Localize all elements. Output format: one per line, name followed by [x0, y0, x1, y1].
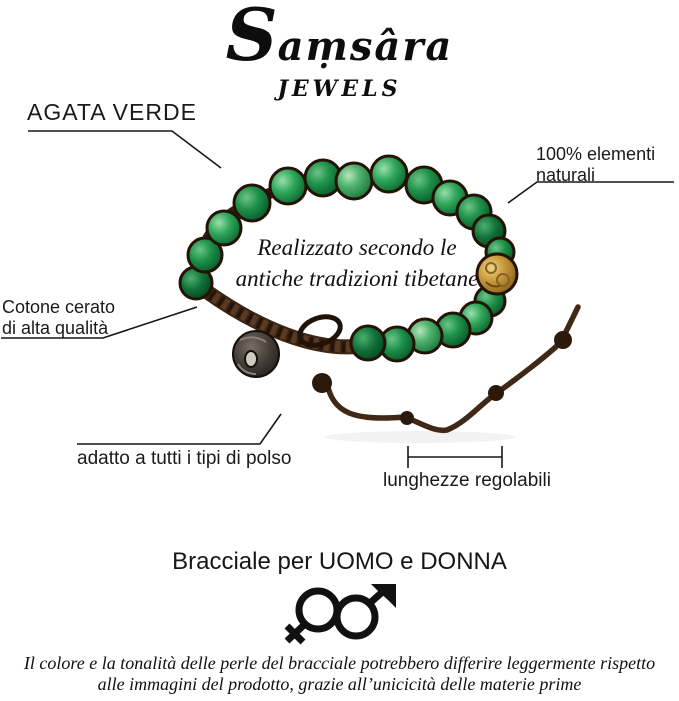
callout-natural	[536, 144, 655, 186]
male-symbol-icon	[337, 584, 396, 636]
disclaimer-text	[0, 653, 679, 695]
cord-knot	[488, 385, 504, 401]
disclaimer-line1: Il colore e la tonalità delle perle del bracciale potrebbero differire leggermente rispetto	[23, 653, 656, 673]
length-bracket-icon	[408, 446, 502, 468]
callout-natural-line2: naturali	[536, 165, 596, 185]
callout-cotton	[2, 297, 115, 339]
callout-length: lunghezze regolabili	[383, 470, 551, 491]
brand-name: Saṃsâra	[225, 0, 454, 77]
cord-knot	[554, 331, 572, 349]
cord-knot	[400, 411, 414, 425]
callout-wrist: adatto a tutti i tipi di polso	[77, 448, 292, 469]
callout-natural-line1: 100% elementi	[536, 144, 656, 164]
tradition-text	[222, 232, 492, 294]
gender-symbols-icon	[272, 584, 404, 648]
callout-cotton-line2: di alta qualità	[2, 318, 109, 338]
disclaimer-line2: alle immagini del prodotto, grazie all’unicicità delle materie prime	[97, 674, 582, 694]
tradition-line1: Realizzato secondo le	[257, 235, 457, 260]
soft-shadow	[325, 431, 515, 443]
brand-subtitle: JEWELS	[277, 76, 402, 102]
cord-knot	[312, 373, 332, 393]
callout-cotton-line1: Cotone cerato	[2, 297, 116, 317]
tradition-line2: antiche tradizioni tibetane	[235, 266, 479, 291]
female-symbol-icon	[287, 591, 337, 642]
brand-logo	[0, 0, 679, 102]
audience-heading: Bracciale per UOMO e DONNA	[172, 548, 507, 575]
callout-material: AGATA VERDE	[27, 99, 197, 125]
